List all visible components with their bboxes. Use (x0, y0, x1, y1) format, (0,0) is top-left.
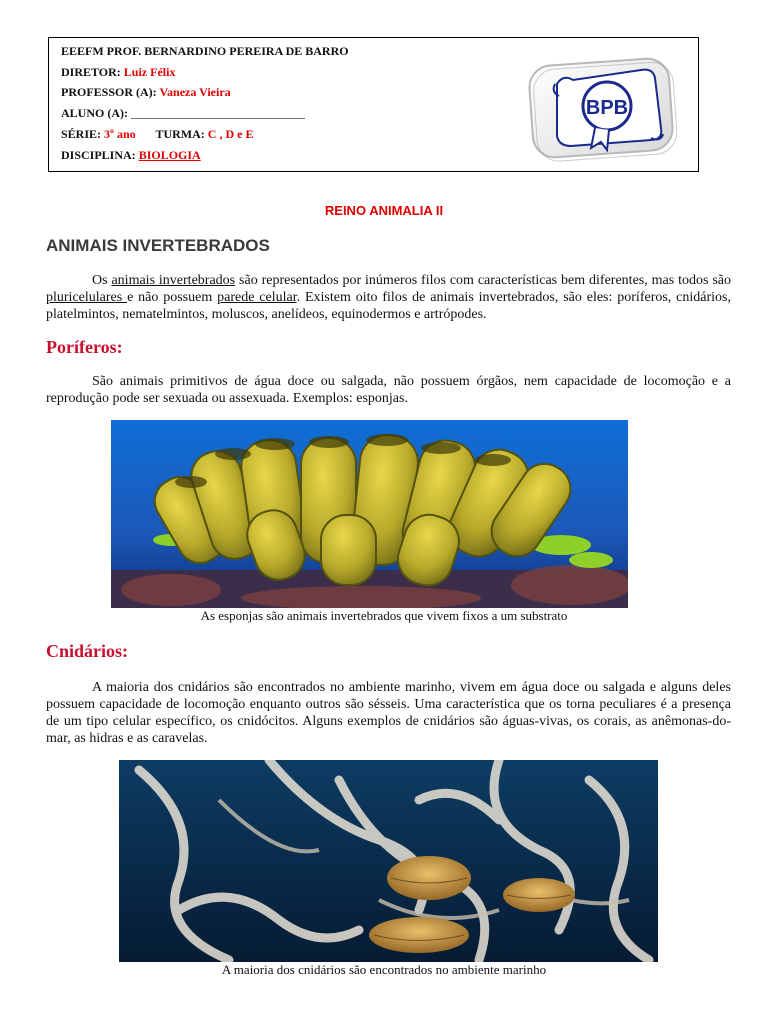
school-name: EEEFM PROF. BERNARDINO PEREIRA DE BARRO (61, 44, 349, 58)
intro-link-invertebrados: animais invertebrados (111, 273, 236, 288)
intro-text-1: Os (92, 273, 112, 288)
jellyfish-caption: A maioria dos cnidários são encontrados no ambiente marinho (221, 962, 547, 977)
page-title: REINO ANIMALIA II (324, 203, 444, 218)
jellyfish-photo (119, 760, 658, 962)
section-heading: ANIMAIS INVERTEBRADOS (46, 236, 270, 255)
director-value: Luiz Félix (123, 65, 176, 79)
director-line (61, 65, 175, 80)
intro-link-pluricelulares: pluricelulares (46, 290, 128, 305)
class-label: TURMA: (155, 127, 208, 141)
sponge-photo (111, 420, 628, 608)
teacher-value: Vaneza Vieira (159, 85, 231, 99)
student-label: ALUNO (A): (61, 106, 131, 120)
sponge-caption: As esponjas são animais invertebrados que vivem fixos a um substrato (200, 608, 568, 623)
student-line (61, 106, 305, 121)
school-header-box (48, 37, 699, 172)
teacher-label: PROFESSOR (A): (61, 85, 160, 99)
subject-label: DISCIPLINA: (61, 148, 139, 162)
intro-text-4: . Existem oito filos de animais invertebrados, são eles: poríferos, cnidários, platelmintos, nematelmintos, moluscos, anelídeos, equinodermos e artrópodes. (46, 290, 731, 322)
logo-text: BPB (585, 97, 629, 119)
series-value: 3º ano (104, 127, 136, 141)
student-blank: _____________________________ (131, 106, 305, 120)
porifera-paragraph: São animais primitivos de água doce ou salgada, não possuem órgãos, nem capacidade de locomoção e a reprodução pode ser sexuada ou assexuada. Exemplos: esponjas. (46, 374, 731, 406)
class-value: C , D e E (207, 127, 254, 141)
subject-line (61, 148, 201, 163)
intro-link-parede-celular: parede celular (217, 290, 297, 305)
subject-value: BIOLOGIA (138, 148, 201, 162)
porifera-heading: Poríferos: (46, 337, 123, 357)
school-logo (511, 48, 691, 166)
intro-paragraph (46, 272, 731, 323)
teacher-line (61, 85, 231, 100)
intro-text-2: são representados por inúmeros filos com características bem diferentes, mas todos são (235, 273, 731, 288)
cnidaria-heading: Cnidários: (46, 641, 129, 661)
series-line (61, 127, 253, 142)
series-label: SÉRIE: (61, 127, 105, 141)
intro-text-3: e não possuem (127, 290, 218, 305)
cnidaria-paragraph: A maioria dos cnidários são encontrados no ambiente marinho, vivem em água doce ou salgada e alguns deles possuem capacidade de locomoção enquanto outros são sésseis. Uma característica que os torna peculiares é a presença de um tipo celular específico, os cnidócitos. Alguns exemplos de cnidários são águas-vivas, os corais, as anêmonas-do-mar, as hidras e as caravelas. (46, 680, 731, 746)
director-label: DIRETOR: (61, 65, 124, 79)
